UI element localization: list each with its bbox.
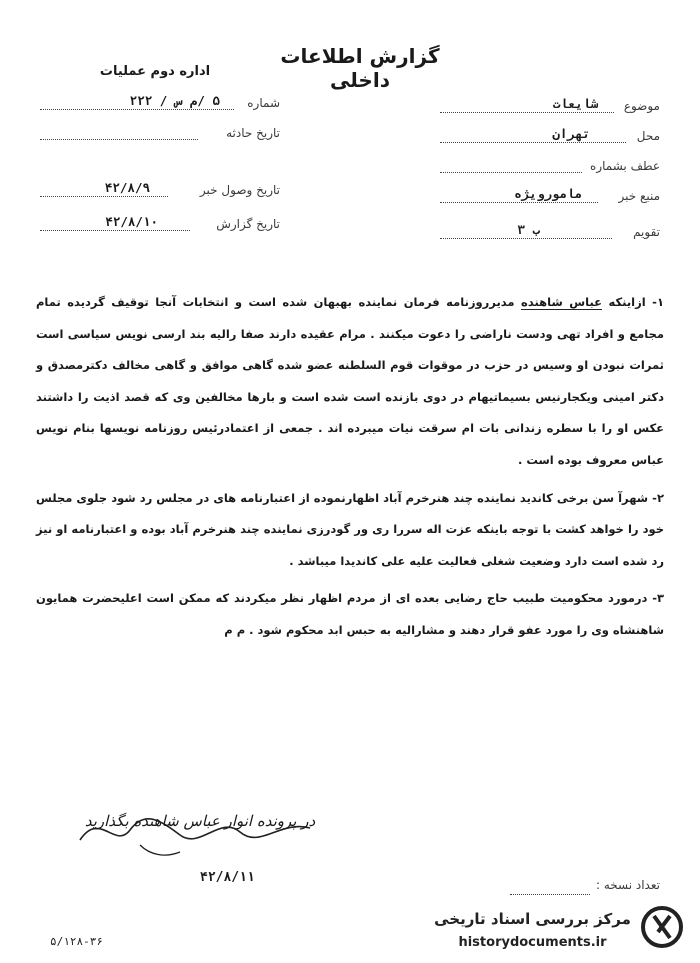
field-source — [440, 186, 660, 206]
field-incident-date — [40, 123, 280, 143]
field-report-date — [40, 214, 280, 234]
field-rating-value: ب ۳ — [517, 222, 540, 237]
field-number-label: شماره — [247, 96, 280, 110]
field-incident-date-label: تاریخ حادثه — [226, 126, 280, 140]
field-subject — [440, 96, 660, 116]
field-report-date-value: ۴۲/۸/۱۰ — [105, 214, 158, 229]
paragraph-3: ۳- درمورد محکومیت طبیب حاج رضایی بعده ای از مردم اظهار نظر میکردند که ممکن است اعلیحضرت همایون شاهنشاه وی را مورد عفو قرار دهند و مشارالیه به حبس ابد محکوم شود . م م — [36, 591, 664, 637]
underlined-name: عباس شاهنده — [521, 295, 602, 309]
field-location-label: محل — [636, 129, 660, 143]
copies-line — [510, 894, 590, 895]
field-rating — [440, 222, 660, 242]
field-source-value: مامورویژه — [514, 186, 582, 201]
field-subject-value: شایعات — [552, 96, 598, 111]
copies-label: تعداد نسخه : — [595, 878, 660, 892]
field-location — [440, 126, 660, 146]
field-number-value: ۵ /م س / ۲۲۲ — [129, 93, 220, 108]
watermark-url: historydocuments.ir — [458, 935, 607, 950]
paragraph-1-rest: مدیرروزنامه فرمان نماینده بهبهان شده است و انتخابات آنجا توقیف گردیده تمام مجامع و افراد تهی ودست ناراضی را دعوت میکنند . مرام عقیده دارند صفا رالیه بند ارسی نویس سیاسی است ثمرات نبودن او وسیس در حزب در موقوات قوم السلطنه عضو شده گاهی موافق و گاهی مخالف دکترمصدق و دکتر امینی ویکجارنیس بسیماتیهام در دوی بازنده است شده است و بارها مخالفین وی که قصد اذیت را داشتند عکس او را با سطره زندانی بات ام سرقت نیات میبرده اند . جمعی از اعتمادرئیس روزنامه نویسها بنام نویس عباس معروف بوده است . — [36, 295, 664, 467]
field-received-date-value: ۴۲/۸/۹ — [104, 180, 150, 195]
field-subject-label: موضوع — [623, 99, 660, 113]
field-reference — [440, 156, 660, 176]
paragraph-1-start: ۱- ازاینکه — [608, 295, 664, 309]
report-body — [36, 287, 664, 647]
paragraph-2: ۲- شهرآ سن برخی کاندید نماینده چند هنرخرم آباد اظهارنموده از اعتبارنامه های در مجلس رد شود جلوی مجلس خود را خواهد کشت با توجه باینکه عزت اله سررا ری ور گودرزی نماینده چند هنرخرم آباد بوده و اعتبارنامه او نیز رد شده است دارد وضعیت شغلی فعالیت علیه علی کاندیدا میباشد . — [36, 490, 664, 568]
field-reference-label: عطف بشماره — [590, 159, 660, 173]
field-report-date-label: تاریخ گزارش — [216, 217, 280, 231]
field-received-date — [40, 180, 280, 200]
document-code: ۵/۱۲۸-۳۶ — [50, 935, 103, 948]
form-title: گزارش اطلاعات داخلی — [280, 44, 440, 92]
field-rating-label: تقویم — [633, 225, 660, 239]
field-source-label: منبع خبر — [618, 189, 660, 203]
field-reference-line — [440, 172, 582, 173]
handwritten-signature — [70, 800, 320, 860]
paragraph-1 — [36, 287, 664, 477]
field-incident-date-line — [40, 139, 198, 140]
field-received-date-label: تاریخ وصول خبر — [199, 183, 280, 197]
watermark-logo-icon — [640, 902, 684, 952]
field-location-line — [440, 142, 626, 143]
field-location-value: تهران — [552, 126, 590, 141]
signature-text: در پرونده انوار عباس شاهنده بگذارید — [84, 812, 316, 830]
department-name: اداره دوم عملیات — [99, 64, 211, 79]
watermark-text: مرکز بررسی اسناد تاریخی — [434, 910, 631, 928]
handwritten-date: ۴۲/۸/۱۱ — [200, 870, 255, 885]
field-number — [40, 93, 280, 113]
